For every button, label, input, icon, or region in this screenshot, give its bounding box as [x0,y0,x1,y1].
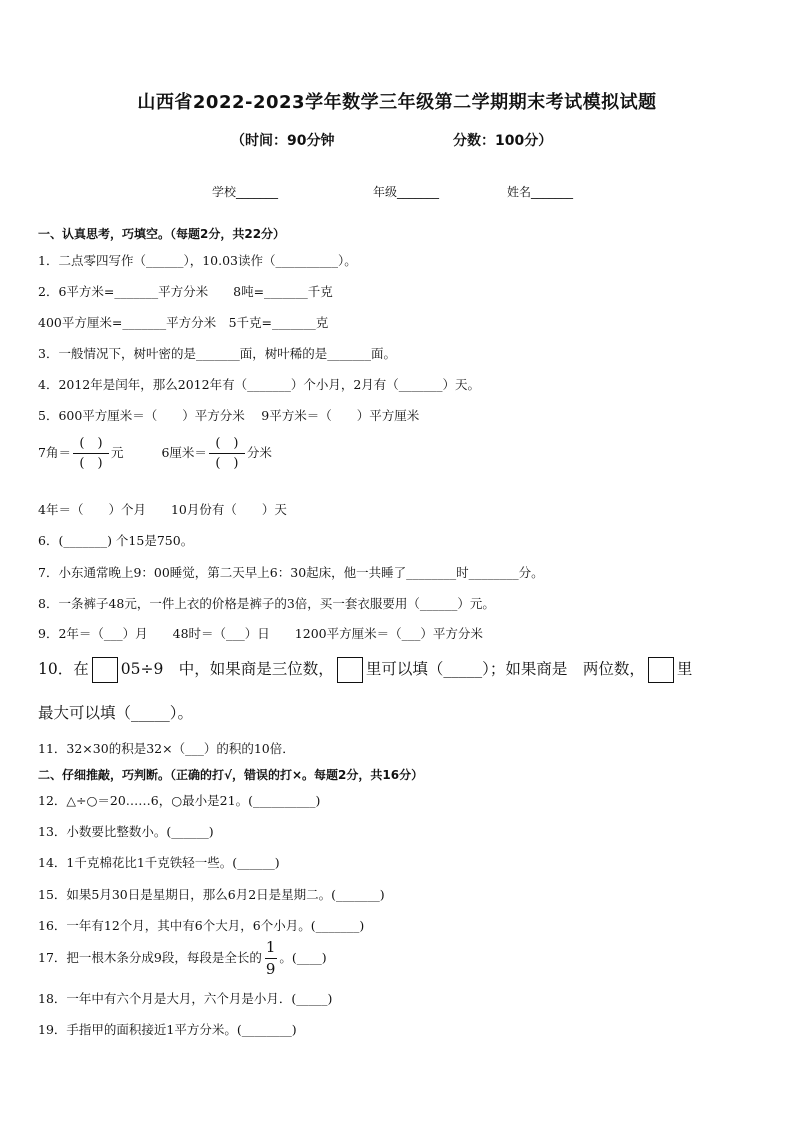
fraction-2-denominator: ( ) [215,456,239,471]
question-17 [38,939,327,978]
answer-box [92,657,118,683]
question-8: 8．一条裤子48元，一件上衣的价格是裤子的3倍，买一套衣服要用（______）元。 [38,596,495,611]
fraction-bar [209,453,245,454]
question-16: 16．一年有12个月，其中有6个大月，6个小月。(_______) [38,918,365,933]
answer-box [648,657,674,683]
question-10-line-2: 最大可以填（_____）。 [38,704,194,722]
exam-score: 分数：100分） [453,133,553,149]
fraction-1 [73,436,109,471]
question-2b: 400平方厘米=_______平方分米 5千克=_______克 [38,315,329,330]
q17-prefix: 17．把一根木条分成9段，每段是全长的 [38,950,262,965]
fraction-2-numerator: ( ) [215,436,239,451]
question-5a: 5．600平方厘米＝（ ）平方分米 9平方米＝（ ）平方厘米 [38,408,420,423]
question-4: 4．2012年是闰年，那么2012年有（_______）个小月，2月有（_______）天。 [38,377,481,392]
answer-box [337,657,363,683]
q10-text-3: 里 [676,660,693,678]
question-9: 9．2年＝（___）月 48时＝（___）日 1200平方厘米＝（___）平方分米 [38,626,483,641]
question-10 [38,657,692,683]
grade-field: 年级_______ [373,185,440,199]
fraction-bar [265,958,277,959]
fraction-2 [209,436,245,471]
q5b-suffix-2: 分米 [246,445,272,460]
name-field: 姓名_______ [507,185,574,199]
question-11: 11．32×30的积是32×（___）的积的10倍． [38,741,295,756]
fraction-bar [73,453,109,454]
q10-text-2: 里可以填（_____）；如果商是 两位数， [365,660,645,678]
fraction-denominator: 9 [265,960,276,978]
section-1-heading: 一、认真思考，巧填空。（每题2分，共22分） [38,227,286,241]
q5b-suffix-1: 元 [110,445,124,460]
question-5c: 4年＝（ ）个月 10月份有（ ）天 [38,502,287,517]
question-3: 3．一般情况下，树叶密的是_______面，树叶稀的是_______面。 [38,346,396,361]
question-18: 18．一年中有六个月是大月，六个月是小月．(_____) [38,991,333,1006]
question-19: 19．手指甲的面积接近1平方分米。(________) [38,1022,297,1037]
exam-time: （时间：90分钟 [231,133,335,149]
q17-suffix: 。(____) [279,950,327,965]
fraction-numerator: 1 [265,938,276,956]
fraction-1-denominator: ( ) [79,456,103,471]
q10-prefix: 10．在 [38,660,89,678]
q10-text-1: 05÷9 中，如果商是三位数， [120,660,334,678]
question-14: 14．1千克棉花比1千克铁轻一些。(______) [38,855,280,870]
q5b-prefix-1: 7角＝ [38,445,71,460]
question-2a: 2．6平方米=_______平方分米 8吨=_______千克 [38,284,333,299]
q5b-prefix-2: 6厘米＝ [161,445,207,460]
school-field: 学校_______ [212,185,279,199]
question-5b [38,436,272,471]
section-2-heading: 二、仔细推敲，巧判断。（正确的打√，错误的打×。每题2分，共16分） [38,768,424,782]
page-title: 山西省2022-2023学年数学三年级第二学期期末考试模拟试题 [137,92,657,113]
question-15: 15．如果5月30日是星期日，那么6月2日是星期二。(_______) [38,887,385,902]
question-13: 13．小数要比整数小。(______) [38,824,214,839]
question-6: 6．(_______) 个15是750。 [38,533,194,548]
question-12: 12．△÷○＝20……6，○最小是21。(__________) [38,793,321,808]
fraction-one-ninth [264,939,278,978]
fraction-1-numerator: ( ) [79,436,103,451]
question-1: 1．二点零四写作（______），10.03读作（__________）。 [38,253,357,268]
question-7: 7．小东通常晚上9：00睡觉，第二天早上6：30起床，他一共睡了________时________分。 [38,565,544,580]
